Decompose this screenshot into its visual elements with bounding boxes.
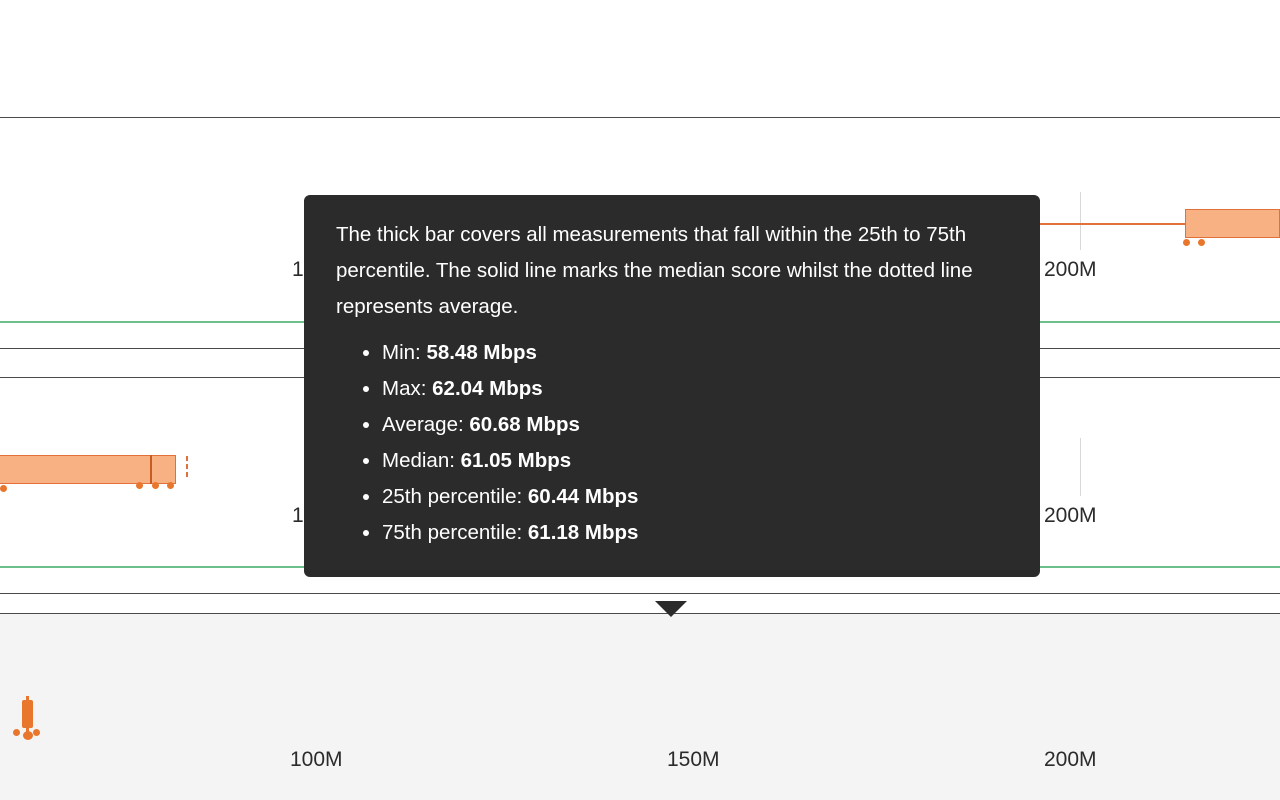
stat-p75	[382, 515, 1008, 551]
axis-tick-100M: 100M	[290, 748, 343, 771]
outlier-dot	[1198, 239, 1205, 246]
stat-max	[382, 371, 1008, 407]
stat-label: 75th percentile:	[382, 521, 523, 544]
whisker-top	[1030, 223, 1190, 225]
outlier-dot	[152, 482, 159, 489]
stat-value: 60.68 Mbps	[469, 413, 580, 436]
tooltip-arrow	[655, 601, 687, 617]
grid-line	[0, 117, 1280, 118]
median-line	[150, 455, 152, 484]
box-top[interactable]	[1185, 209, 1280, 238]
outlier-dot	[136, 482, 143, 489]
stat-label: Max:	[382, 377, 427, 400]
tooltip-description: The thick bar covers all measurements that fall within the 25th to 75th percentile. The solid line marks the median score whilst the dotted line represents average.	[336, 223, 973, 318]
axis-tick-row2-100M: 1	[292, 504, 304, 527]
outlier-dot	[167, 482, 174, 489]
stat-value: 62.04 Mbps	[432, 377, 543, 400]
outlier-dot	[33, 729, 40, 736]
axis-tick-row2-200M: 200M	[1044, 504, 1097, 527]
outlier-dot	[0, 485, 7, 492]
stat-median	[382, 443, 1008, 479]
tooltip-stats-list	[336, 335, 1008, 551]
stat-value: 58.48 Mbps	[426, 341, 537, 364]
stat-value: 60.44 Mbps	[527, 485, 639, 508]
axis-tick-row1-200M: 200M	[1044, 258, 1097, 281]
average-dotted-line	[186, 472, 188, 477]
axis-tick-row1-100M: 1	[292, 258, 304, 281]
grid-line	[0, 593, 1280, 594]
outlier-dot	[13, 729, 20, 736]
grid-tick	[1080, 438, 1081, 496]
axis-tick-200M: 200M	[1044, 748, 1097, 771]
stats-tooltip	[304, 195, 1040, 577]
stat-min	[382, 335, 1008, 371]
stat-label: Median:	[382, 449, 455, 472]
stat-value: 61.18 Mbps	[527, 521, 639, 544]
stat-value: 61.05 Mbps	[460, 449, 572, 472]
stat-label: Min:	[382, 341, 421, 364]
stat-label: Average:	[382, 413, 464, 436]
stat-p25	[382, 479, 1008, 515]
outlier-dot	[1183, 239, 1190, 246]
stat-average	[382, 407, 1008, 443]
outlier-dot	[23, 731, 33, 740]
average-dotted-line	[186, 464, 188, 469]
grid-tick	[1080, 192, 1081, 250]
axis-tick-150M: 150M	[667, 748, 720, 771]
whisker-bottom	[26, 696, 29, 732]
stat-label: 25th percentile:	[382, 485, 523, 508]
average-dotted-line	[186, 456, 188, 461]
